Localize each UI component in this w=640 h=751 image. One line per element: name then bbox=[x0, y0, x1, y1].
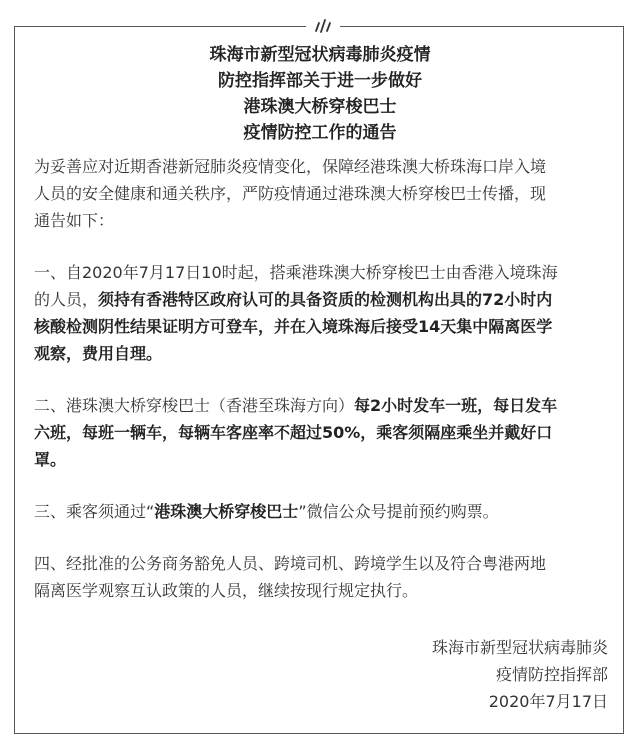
item-1-line: 一、自2020年7月17日10时起，搭乘港珠澳大桥穿梭巴士由香港入境珠海 bbox=[34, 263, 558, 282]
intro-line: 为妥善应对近期香港新冠肺炎疫情变化，保障经港珠澳大桥珠海口岸入境 bbox=[34, 157, 547, 176]
item-2-emphasis: 每2小时发车一班，每日发车 bbox=[354, 396, 558, 415]
title-line: 港珠澳大桥穿梭巴士 bbox=[243, 97, 397, 117]
item-2-text: 二、港珠澳大桥穿梭巴士（香港至珠海方向） bbox=[34, 396, 355, 415]
item-1-paragraph bbox=[34, 259, 612, 367]
signature-org: 疫情防控指挥部 bbox=[495, 665, 608, 684]
header-logo-mark-icon bbox=[306, 15, 340, 37]
item-3-text: ”微信公众号提前预约购票。 bbox=[298, 502, 499, 521]
item-4-paragraph bbox=[34, 550, 612, 604]
intro-line: 人员的安全健康和通关秩序，严防疫情通过港珠澳大桥穿梭巴士传播，现 bbox=[34, 184, 547, 203]
item-3-paragraph bbox=[34, 498, 612, 525]
title-line: 疫情防控工作的通告 bbox=[243, 123, 397, 143]
notice-title bbox=[0, 42, 640, 146]
item-3-text: 三、乘客须通过“ bbox=[34, 502, 155, 521]
intro-paragraph bbox=[34, 153, 612, 234]
item-1-emphasis: 核酸检测阴性结果证明方可登车，并在入境珠海后接受14天集中隔离医学 bbox=[34, 317, 553, 336]
item-3-emphasis: 港珠澳大桥穿梭巴士 bbox=[154, 502, 299, 521]
item-2-emphasis: 六班，每班一辆车，每辆车客座率不超过50%，乘客须隔座乘坐并戴好口 bbox=[34, 423, 553, 442]
item-2-emphasis: 罩。 bbox=[34, 450, 67, 469]
signature-block bbox=[432, 634, 608, 715]
item-2-paragraph bbox=[34, 392, 612, 473]
item-4-line: 隔离医学观察互认政策的人员，继续按现行规定执行。 bbox=[34, 581, 419, 600]
item-3-line bbox=[34, 498, 612, 525]
item-1-line bbox=[34, 286, 612, 313]
signature-org: 珠海市新型冠状病毒肺炎 bbox=[431, 638, 608, 657]
intro-line: 通告如下： bbox=[34, 211, 115, 230]
item-1-emphasis: 须持有香港特区政府认可的具备资质的检测机构出具的72小时内 bbox=[98, 290, 553, 309]
item-1-text: 的人员， bbox=[34, 290, 99, 309]
signature-date: 2020年7月17日 bbox=[488, 692, 608, 711]
item-1-emphasis: 观察，费用自理。 bbox=[34, 344, 163, 363]
title-line: 防控指挥部关于进一步做好 bbox=[218, 71, 422, 91]
notice-body bbox=[34, 153, 612, 604]
title-line: 珠海市新型冠状病毒肺炎疫情 bbox=[209, 45, 431, 65]
item-4-line: 四、经批准的公务商务豁免人员、跨境司机、跨境学生以及符合粤港两地 bbox=[34, 554, 547, 573]
item-2-line bbox=[34, 392, 612, 419]
